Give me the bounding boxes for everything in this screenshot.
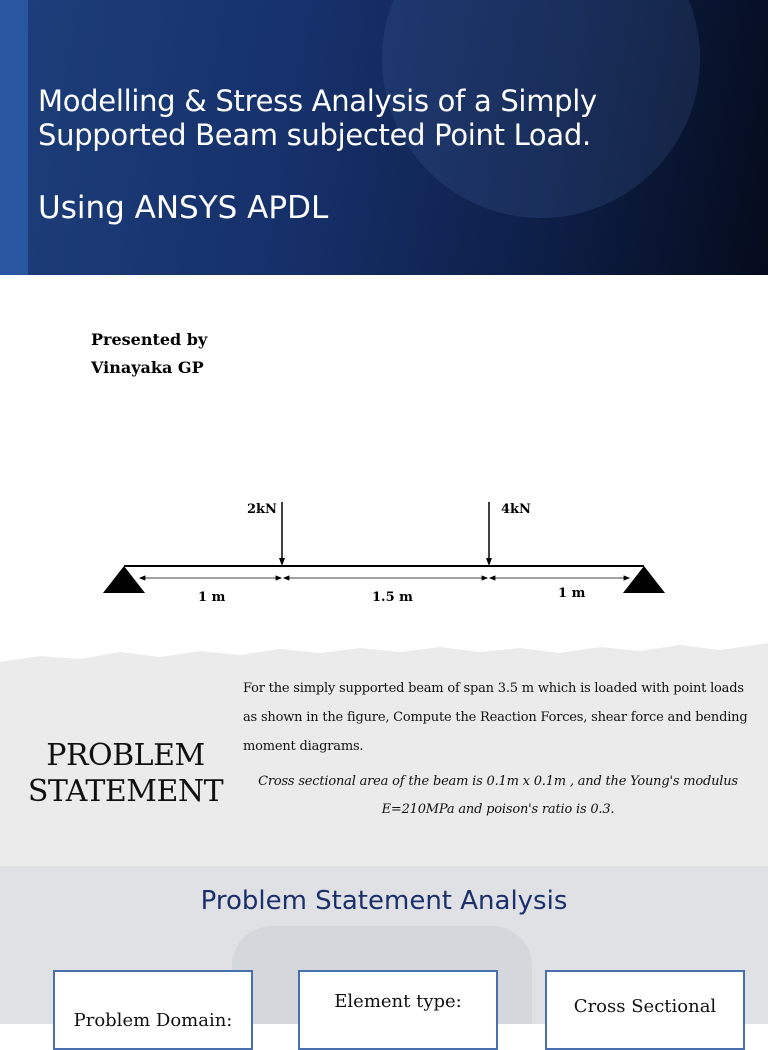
- left-support-icon: [103, 566, 145, 593]
- card-label: Problem Domain:: [73, 1010, 233, 1031]
- problem-heading-line-1: PROBLEM: [46, 738, 205, 773]
- problem-heading-line-2: STATEMENT: [27, 774, 224, 809]
- dimension-label-1: 1 m: [198, 590, 226, 605]
- card-label: Element type:: [334, 991, 462, 1012]
- dimension-line-3: [490, 576, 629, 580]
- material-properties-note: Cross sectional area of the beam is 0.1m x 0.1m , and the Young's modulus E=210MPa and poison's ratio is 0.3.: [258, 774, 738, 817]
- dimension-label-2: 1.5 m: [372, 590, 413, 605]
- beam-diagram: [0, 480, 768, 630]
- card-problem-domain: [53, 970, 253, 1050]
- presented-by-label: Presented by: [91, 330, 208, 349]
- card-cross-sectional: [545, 970, 745, 1050]
- load-arrow-1: [279, 502, 285, 566]
- card-element-type: [298, 970, 498, 1050]
- banner-accent-stripe: [0, 0, 28, 275]
- presenter-block: [91, 326, 207, 382]
- slide-title-line-2: Supported Beam subjected Point Load.: [38, 118, 591, 152]
- slide-title: [38, 84, 738, 152]
- problem-statement-text: For the simply supported beam of span 3.5 m which is loaded with point loads as shown in the figure, Compute the Reaction Forces, shear force and bending moment diagrams.: [243, 681, 748, 754]
- load-arrow-2: [486, 502, 492, 566]
- slide-title-line-1: Modelling & Stress Analysis of a Simply: [38, 84, 597, 118]
- load-label-2: 4kN: [501, 502, 531, 517]
- presenter-name: Vinayaka GP: [91, 358, 204, 377]
- slide-subtitle: Using ANSYS APDL: [38, 190, 329, 226]
- dimension-label-3: 1 m: [558, 586, 586, 601]
- load-label-1: 2kN: [247, 502, 277, 517]
- problem-statement-heading: [18, 738, 233, 810]
- title-banner: [0, 0, 768, 275]
- analysis-title: Problem Statement Analysis: [200, 886, 568, 916]
- dimension-line-1: [140, 576, 281, 580]
- card-label: Cross Sectional: [573, 996, 717, 1017]
- dimension-line-2: [284, 576, 487, 580]
- right-support-icon: [623, 566, 665, 593]
